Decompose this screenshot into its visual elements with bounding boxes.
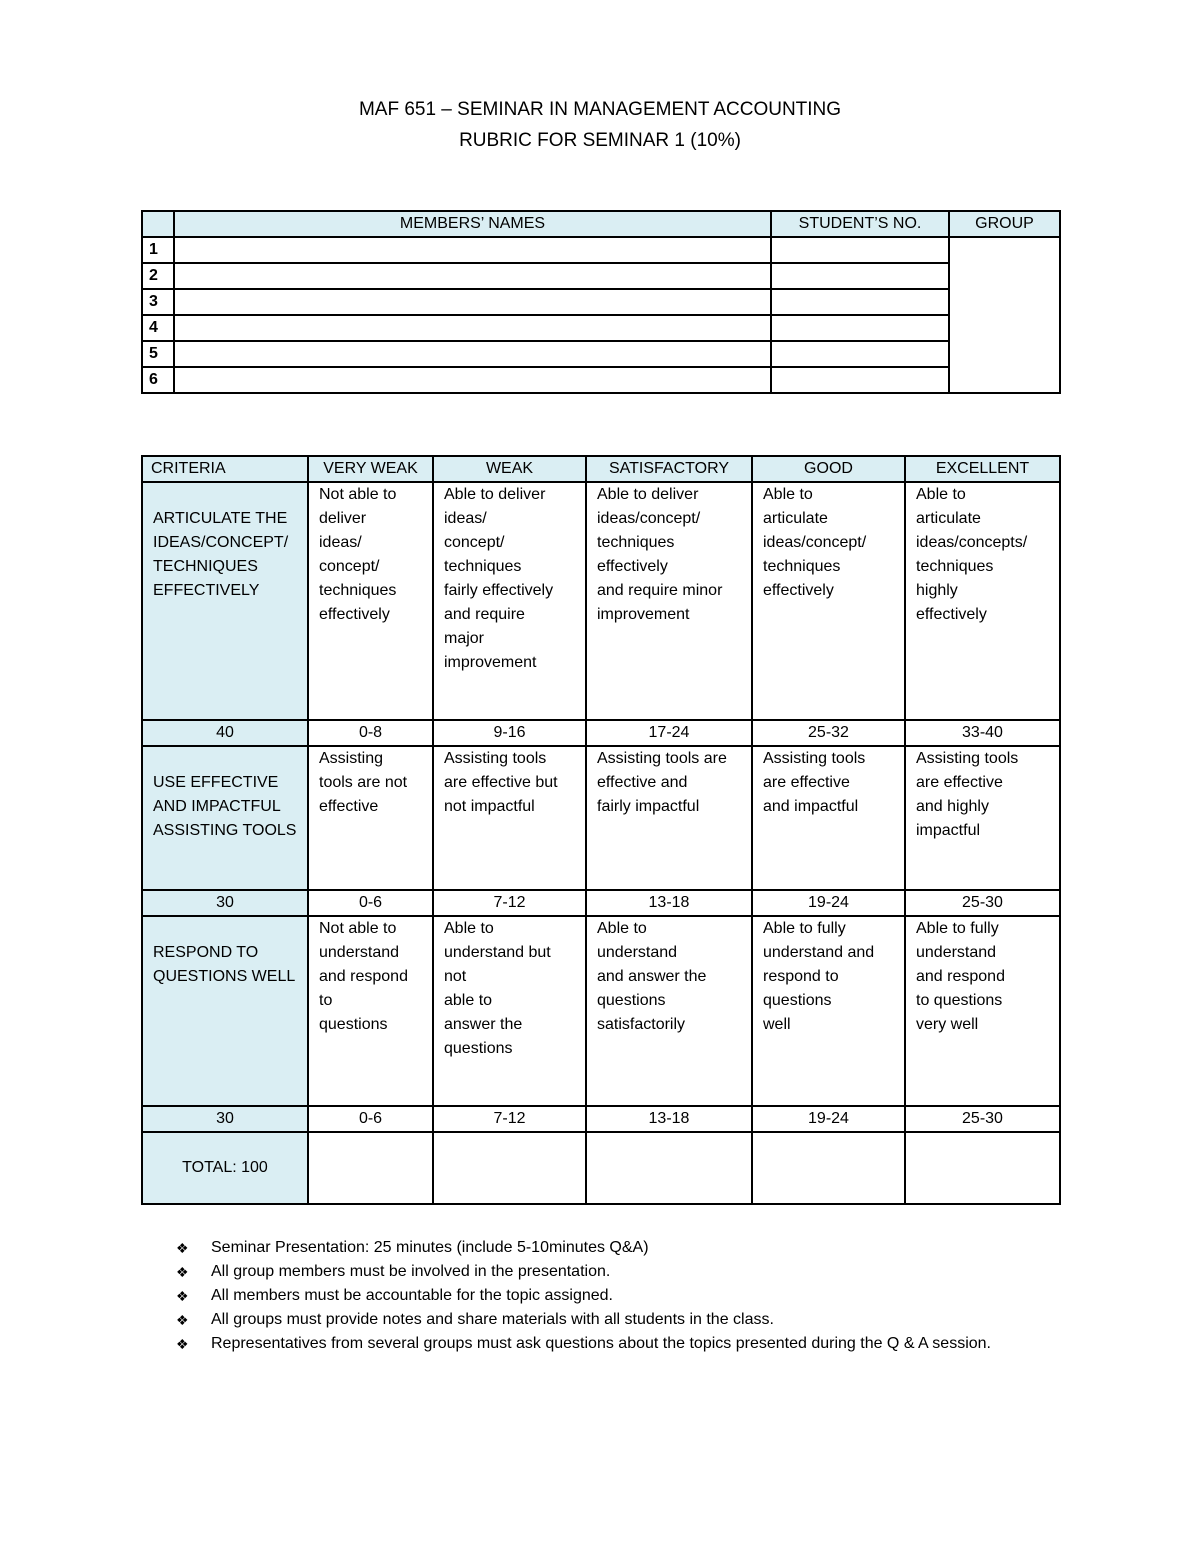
criterion-points: 30	[142, 1106, 308, 1132]
list-item	[176, 1260, 1056, 1284]
criterion-row	[142, 916, 1060, 1106]
good-description: Able to articulate ideas/concept/ techniques effectively	[752, 482, 905, 720]
notes-list	[176, 1236, 1056, 1356]
rubric-table	[141, 455, 1061, 1205]
criterion-points: 30	[142, 890, 308, 916]
member-row	[142, 315, 1060, 341]
criterion-points: 40	[142, 720, 308, 746]
list-item	[176, 1332, 1056, 1356]
excellent-description: Able to fully understand and respond to questions very well	[905, 916, 1060, 1106]
score-range: 13-18	[586, 890, 752, 916]
member-row-number: 5	[142, 341, 174, 367]
weak-description: Assisting tools are effective but not impactful	[433, 746, 586, 890]
very-weak-header: VERY WEAK	[308, 456, 433, 482]
member-name-cell[interactable]	[174, 263, 771, 289]
members-corner-cell	[142, 211, 174, 237]
score-range: 19-24	[752, 890, 905, 916]
list-item	[176, 1308, 1056, 1332]
member-row-number: 2	[142, 263, 174, 289]
note-text: All group members must be involved in the presentation.	[211, 1263, 611, 1280]
total-row	[142, 1132, 1060, 1204]
satisfactory-description: Able to understand and answer the questions satisfactorily	[586, 916, 752, 1106]
member-row-number: 1	[142, 237, 174, 263]
total-score-cell[interactable]	[905, 1132, 1060, 1204]
diamond-bullet-icon: ❖	[176, 1312, 189, 1328]
criteria-header: CRITERIA	[142, 456, 308, 482]
group-header: GROUP	[949, 211, 1060, 237]
excellent-description: Assisting tools are effective and highly impactful	[905, 746, 1060, 890]
diamond-bullet-icon: ❖	[176, 1336, 189, 1352]
weak-description: Able to understand but not able to answer the questions	[433, 916, 586, 1106]
member-row-number: 6	[142, 367, 174, 393]
score-range: 13-18	[586, 1106, 752, 1132]
diamond-bullet-icon: ❖	[176, 1240, 189, 1256]
total-score-cell[interactable]	[752, 1132, 905, 1204]
score-range: 17-24	[586, 720, 752, 746]
criterion-name: RESPOND TO QUESTIONS WELL	[142, 916, 308, 1106]
total-score-cell[interactable]	[308, 1132, 433, 1204]
diamond-bullet-icon: ❖	[176, 1288, 189, 1304]
good-header: GOOD	[752, 456, 905, 482]
note-text: All members must be accountable for the topic assigned.	[211, 1287, 613, 1304]
members-table	[141, 210, 1061, 394]
member-name-cell[interactable]	[174, 289, 771, 315]
diamond-bullet-icon: ❖	[176, 1264, 189, 1280]
document-subtitle: RUBRIC FOR SEMINAR 1 (10%)	[459, 130, 741, 151]
score-range: 7-12	[433, 890, 586, 916]
member-row	[142, 341, 1060, 367]
member-row	[142, 289, 1060, 315]
score-range: 25-30	[905, 890, 1060, 916]
very-weak-description: Assisting tools are not effective	[308, 746, 433, 890]
good-description: Able to fully understand and respond to questions well	[752, 916, 905, 1106]
student-no-cell[interactable]	[771, 367, 949, 393]
members-names-header: MEMBERS’ NAMES	[174, 211, 771, 237]
score-range: 33-40	[905, 720, 1060, 746]
note-text: All groups must provide notes and share materials with all students in the class.	[211, 1311, 774, 1328]
student-no-cell[interactable]	[771, 263, 949, 289]
members-header-row	[142, 211, 1060, 237]
member-row-number: 4	[142, 315, 174, 341]
group-cell[interactable]	[949, 237, 1060, 393]
member-row	[142, 263, 1060, 289]
score-range: 0-6	[308, 1106, 433, 1132]
student-no-cell[interactable]	[771, 289, 949, 315]
score-range: 25-32	[752, 720, 905, 746]
satisfactory-description: Able to deliver ideas/concept/ techniques effectively and require minor improvement	[586, 482, 752, 720]
weak-header: WEAK	[433, 456, 586, 482]
total-score-cell[interactable]	[586, 1132, 752, 1204]
student-no-cell[interactable]	[771, 237, 949, 263]
note-text: Seminar Presentation: 25 minutes (include 5-10minutes Q&A)	[211, 1239, 649, 1256]
student-no-cell[interactable]	[771, 315, 949, 341]
score-range: 7-12	[433, 1106, 586, 1132]
member-name-cell[interactable]	[174, 237, 771, 263]
criterion-row	[142, 746, 1060, 890]
member-row-number: 3	[142, 289, 174, 315]
rubric-header-row	[142, 456, 1060, 482]
satisfactory-header: SATISFACTORY	[586, 456, 752, 482]
score-range-row	[142, 890, 1060, 916]
document-title: MAF 651 – SEMINAR IN MANAGEMENT ACCOUNTING	[358, 99, 842, 120]
very-weak-description: Not able to deliver ideas/ concept/ techniques effectively	[308, 482, 433, 720]
criterion-name: USE EFFECTIVE AND IMPACTFUL ASSISTING TOOLS	[142, 746, 308, 890]
list-item	[176, 1236, 1056, 1260]
excellent-description: Able to articulate ideas/concepts/ techniques highly effectively	[905, 482, 1060, 720]
score-range-row	[142, 720, 1060, 746]
score-range: 19-24	[752, 1106, 905, 1132]
very-weak-description: Not able to understand and respond to questions	[308, 916, 433, 1106]
score-range: 0-8	[308, 720, 433, 746]
list-item	[176, 1284, 1056, 1308]
score-range: 0-6	[308, 890, 433, 916]
excellent-header: EXCELLENT	[905, 456, 1060, 482]
member-name-cell[interactable]	[174, 367, 771, 393]
score-range: 25-30	[905, 1106, 1060, 1132]
member-row	[142, 237, 1060, 263]
member-row	[142, 367, 1060, 393]
weak-description: Able to deliver ideas/ concept/ techniques fairly effectively and require major improvement	[433, 482, 586, 720]
criterion-row	[142, 482, 1060, 720]
score-range-row	[142, 1106, 1060, 1132]
member-name-cell[interactable]	[174, 341, 771, 367]
satisfactory-description: Assisting tools are effective and fairly impactful	[586, 746, 752, 890]
criterion-name: ARTICULATE THE IDEAS/CONCEPT/ TECHNIQUES EFFECTIVELY	[142, 482, 308, 720]
note-text: Representatives from several groups must ask questions about the topics presented during the Q & A session.	[211, 1335, 991, 1352]
good-description: Assisting tools are effective and impactful	[752, 746, 905, 890]
member-name-cell[interactable]	[174, 315, 771, 341]
student-no-header: STUDENT’S NO.	[771, 211, 949, 237]
total-score-cell[interactable]	[433, 1132, 586, 1204]
score-range: 9-16	[433, 720, 586, 746]
total-label: TOTAL: 100	[142, 1132, 308, 1204]
student-no-cell[interactable]	[771, 341, 949, 367]
